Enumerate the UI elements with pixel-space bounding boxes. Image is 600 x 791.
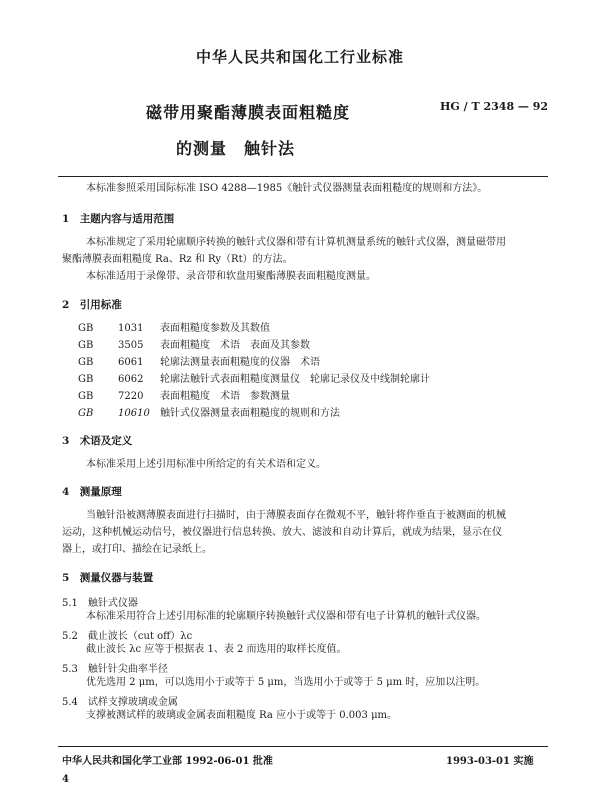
subsection-5-3-title: 5.3 触针针尖曲率半径 <box>62 664 168 675</box>
subsection-5-4-title: 5.4 试样支撑玻璃或金属 <box>62 697 178 708</box>
ministry-title: 中华人民共和国化工行业标准 <box>195 48 404 66</box>
subsection-5-1-text: 本标准采用符合上述引用标准的轮廓顺序转换触针式仪器和带有电子计算机的触针式仪器。 <box>86 611 486 622</box>
section-4-paragraph-line: 运动，这种机械运动信号，被仪器进行信息转换、放大、滤波和自动计算后，就成为结果，显示在仪 <box>62 527 502 538</box>
section-4-paragraph-line: 器上，或打印、描绘在记录纸上。 <box>62 544 212 555</box>
section-2-heading: 2 引用标准 <box>62 299 122 311</box>
section-3-paragraph: 本标准采用上述引用标准中所给定的有关术语和定义。 <box>86 459 326 470</box>
reference-item: GB 6062 轮廓法触针式表面粗糙度测量仪 轮廓记录仪及中线制轮廓计 <box>78 374 430 385</box>
standard-code: HG / T 2348 — 92 <box>440 100 549 113</box>
document-title-line1: 磁带用聚酯薄膜表面粗糙度 <box>146 103 351 122</box>
approval-note: 中华人民共和国化学工业部 1992-06-01 批准 <box>62 756 273 767</box>
reference-item: GB 6061 轮廓法测量表面粗糙度的仪器 术语 <box>78 357 320 368</box>
page-number: 4 <box>62 774 69 785</box>
header-divider <box>58 176 548 177</box>
subsection-5-4-text: 支撑被测试样的玻璃或金属表面粗糙度 Ra 应小于或等于 0.003 μm。 <box>86 710 398 721</box>
section-1-paragraph-2: 本标准适用于录像带、录音带和软盘用聚酯薄膜表面粗糙度测量。 <box>86 271 376 282</box>
subsection-5-1-title: 5.1 触针式仪器 <box>62 598 138 609</box>
section-5-heading: 5 测量仪器与装置 <box>62 572 154 584</box>
intro-paragraph: 本标准参照采用国际标准 ISO 4288—1985《触针式仪器测量表面粗糙度的规则和方法》。 <box>86 183 488 194</box>
footer-divider <box>58 746 548 747</box>
subsection-5-2-text: 截止波长 λc 应等于根据表 1、表 2 而选用的取样长度值。 <box>86 644 347 655</box>
implementation-date: 1993-03-01 实施 <box>446 756 534 767</box>
section-4-heading: 4 测量原理 <box>62 486 122 498</box>
section-3-heading: 3 术语及定义 <box>62 435 133 447</box>
section-1-heading: 1 主题内容与适用范围 <box>62 213 175 225</box>
section-4-paragraph-line: 当触针沿被测薄膜表面进行扫描时，由于薄膜表面存在微观不平，触针将作垂直于被测面的机械 <box>86 510 506 521</box>
section-1-paragraph-line: 本标准规定了采用轮廓顺序转换的触针式仪器和带有计算机测量系统的触针式仪器，测量磁带用 <box>86 237 506 248</box>
subsection-5-3-text: 优先选用 2 μm，可以选用小于或等于 5 μm，当选用小于或等于 5 μm 时，应加以注明。 <box>86 677 486 688</box>
reference-item: GB 7220 表面粗糙度 术语 参数测量 <box>78 391 290 402</box>
subsection-5-2-title: 5.2 截止波长（cut off）λc <box>62 631 193 642</box>
section-1-paragraph-line: 聚酯薄膜表面粗糙度 Ra、Rz 和 Ry（Rt）的方法。 <box>62 254 293 265</box>
reference-item: GB 3505 表面粗糙度 术语 表面及其参数 <box>78 340 310 351</box>
reference-item: GB 10610 触针式仪器测量表面粗糙度的规则和方法 <box>78 408 340 419</box>
document-title-line2: 的测量 触针法 <box>176 139 296 158</box>
reference-item: GB 1031 表面粗糙度参数及其数值 <box>78 323 270 334</box>
